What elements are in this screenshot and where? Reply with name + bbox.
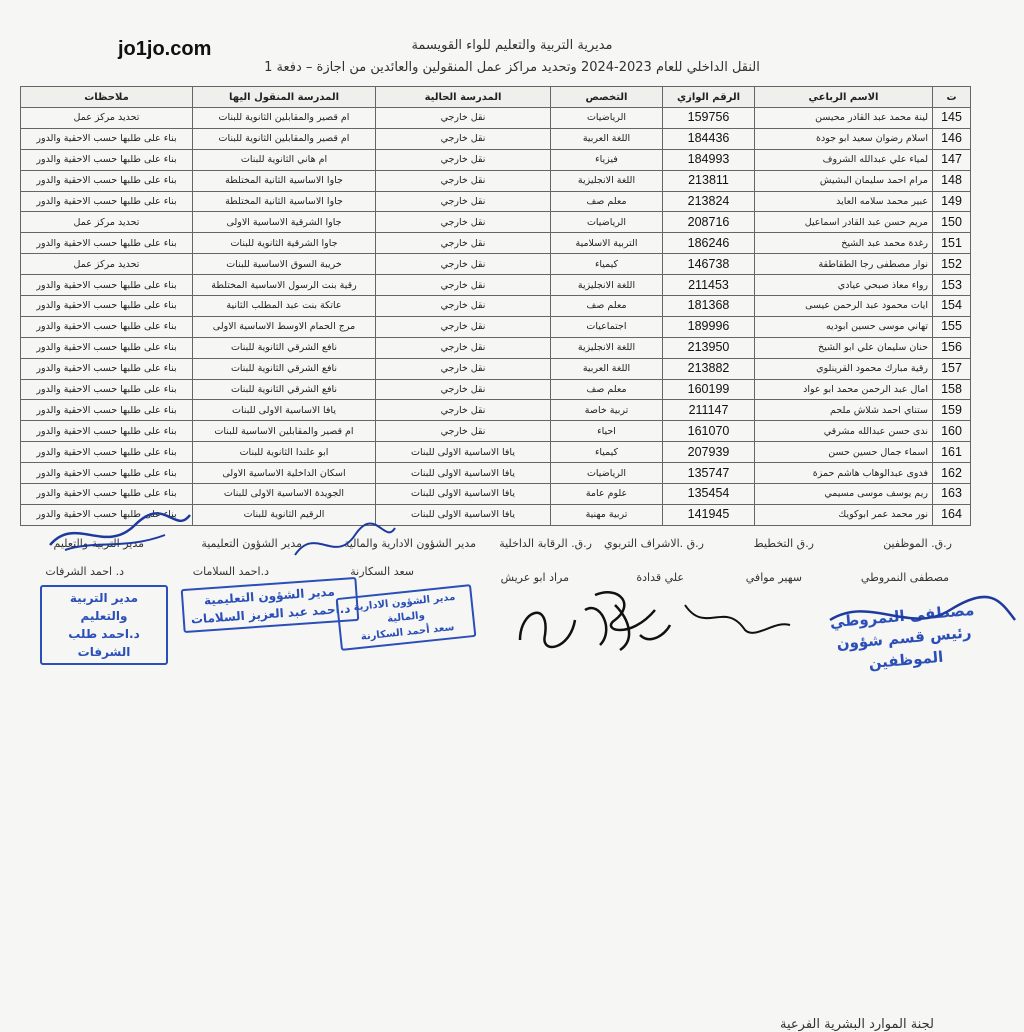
cell-serial: 154 (933, 296, 971, 317)
cell-serial: 151 (933, 233, 971, 254)
cell-serial: 148 (933, 170, 971, 191)
cell-serial: 156 (933, 337, 971, 358)
cell-notes: بناء على طلبها حسب الاحقية والدور (21, 358, 193, 379)
cell-serial: 153 (933, 275, 971, 296)
cell-notes: بناء على طلبها حسب الاحقية والدور (21, 316, 193, 337)
name-supervision: علي قدادة (636, 571, 684, 584)
table-row (21, 316, 971, 337)
cell-national-id: 211453 (663, 275, 755, 296)
cell-national-id: 184993 (663, 149, 755, 170)
cell-national-id: 213882 (663, 358, 755, 379)
cell-target-school: رقية بنت الرسول الاساسية المختلطة (193, 275, 376, 296)
title-planning: ر.ق التخطيط (753, 537, 814, 550)
cell-serial: 146 (933, 128, 971, 149)
cell-current-school: نقل خارجي (376, 275, 551, 296)
cell-target-school: خريبة السوق الاساسية للبنات (193, 254, 376, 275)
cell-national-id: 181368 (663, 296, 755, 317)
cell-notes: بناء على طلبها حسب الاحقية والدور (21, 400, 193, 421)
col-header-serial: ت (933, 87, 971, 108)
cell-target-school: ام قصير والمقابلين الثانوية للبنات (193, 128, 376, 149)
cell-current-school: نقل خارجي (376, 316, 551, 337)
cell-serial: 149 (933, 191, 971, 212)
col-header-notes: ملاحظات (21, 87, 193, 108)
cell-notes: بناء على طلبها حسب الاحقية والدور (21, 149, 193, 170)
cell-serial: 157 (933, 358, 971, 379)
cell-serial: 152 (933, 254, 971, 275)
committee-title: لجنة الموارد البشرية الفرعية (780, 1017, 934, 1032)
cell-notes: بناء على طلبها حسب الاحقية والدور (21, 128, 193, 149)
title-staff: ر.ق. الموظفين (883, 537, 952, 550)
cell-current-school: يافا الاساسية الاولى للبنات (376, 484, 551, 505)
title-supervision: ر.ق .الاشراف التربوي (603, 537, 704, 550)
cell-national-id: 213950 (663, 337, 755, 358)
cell-specialization: اللغة الانجليزية (551, 337, 663, 358)
cell-serial: 158 (933, 379, 971, 400)
cell-target-school: ام هاني الثانوية للبنات (193, 149, 376, 170)
cell-specialization: معلم صف (551, 191, 663, 212)
site-watermark: jo1jo.com (118, 38, 212, 60)
cell-national-id: 184436 (663, 128, 755, 149)
cell-serial: 155 (933, 316, 971, 337)
director-stamp: مدير التربية والتعليم د.احمد طلب الشرفات (40, 585, 168, 665)
cell-notes: بناء على طلبها حسب الاحقية والدور (21, 170, 193, 191)
cell-national-id: 160199 (663, 379, 755, 400)
title-admin-director: مدير الشؤون الادارية والمالية (343, 537, 476, 550)
cell-specialization: كيمياء (551, 442, 663, 463)
table-row (21, 379, 971, 400)
name-director: د. احمد الشرفات (45, 565, 124, 578)
cell-serial: 163 (933, 484, 971, 505)
cell-specialization: اللغة الانجليزية (551, 275, 663, 296)
cell-notes: تحديد مركز عمل (21, 254, 193, 275)
cell-target-school: جاوا الاساسية الثانية المختلطة (193, 170, 376, 191)
cell-name: امال عبد الرحمن محمد ابو عواد (755, 379, 933, 400)
cell-specialization: اللغة العربية (551, 128, 663, 149)
cell-specialization: التربية الاسلامية (551, 233, 663, 254)
cell-current-school: نقل خارجي (376, 233, 551, 254)
title-edu-director: مدير الشؤون التعليمية (201, 537, 302, 550)
cell-specialization: كيمياء (551, 254, 663, 275)
cell-current-school: نقل خارجي (376, 128, 551, 149)
table-row (21, 484, 971, 505)
table-row (21, 421, 971, 442)
cell-current-school: نقل خارجي (376, 358, 551, 379)
cell-name: ايات محمود عبد الرحمن عيسى (755, 296, 933, 317)
cell-current-school: نقل خارجي (376, 212, 551, 233)
table-row (21, 442, 971, 463)
table-row (21, 191, 971, 212)
cell-notes: بناء على طلبها حسب الاحقية والدور (21, 379, 193, 400)
cell-target-school: جاوا الاساسية الثانية المختلطة (193, 191, 376, 212)
cell-serial: 159 (933, 400, 971, 421)
staff-signature-scribble (820, 590, 1020, 650)
name-admin-director: سعد السكارنة (350, 565, 414, 578)
cell-current-school: نقل خارجي (376, 379, 551, 400)
cell-name: ستناي احمد شلاش ملحم (755, 400, 933, 421)
transfer-table (20, 86, 971, 526)
cell-target-school: اسكان الداخلية الاساسية الاولى (193, 463, 376, 484)
table-row (21, 212, 971, 233)
cell-specialization: تربية خاصة (551, 400, 663, 421)
title-director: مدير التربية والتعليم (53, 537, 144, 550)
cell-current-school: يافا الاساسية الاولى للبنات (376, 504, 551, 525)
cell-notes: تحديد مركز عمل (21, 212, 193, 233)
table-row (21, 275, 971, 296)
cell-name: فدوى عبدالوهاب هاشم حمزة (755, 463, 933, 484)
cell-specialization: الرياضيات (551, 463, 663, 484)
planning-signature-scribble (680, 585, 800, 645)
cell-specialization: الرياضيات (551, 212, 663, 233)
document-subtitle: النقل الداخلي للعام 2023-2024 وتحديد مراكز عمل المنقولين والعائدين من اجازة – دفعة 1 (264, 60, 760, 75)
cell-serial: 164 (933, 504, 971, 525)
name-control: مراد ابو عريش (500, 571, 569, 584)
cell-target-school: مرج الحمام الاوسط الاساسية الاولى (193, 316, 376, 337)
cell-specialization: الرياضيات (551, 108, 663, 129)
cell-current-school: نقل خارجي (376, 191, 551, 212)
cell-current-school: نقل خارجي (376, 296, 551, 317)
cell-target-school: نافع الشرقي الثانوية للبنات (193, 358, 376, 379)
cell-notes: بناء على طلبها حسب الاحقية والدور (21, 442, 193, 463)
cell-current-school: نقل خارجي (376, 170, 551, 191)
cell-specialization: اللغة العربية (551, 358, 663, 379)
cell-national-id: 213824 (663, 191, 755, 212)
cell-target-school: جاوا الشرقية الثانوية للبنات (193, 233, 376, 254)
cell-national-id: 161070 (663, 421, 755, 442)
director-signature-scribble (45, 505, 195, 565)
cell-name: رقية مبارك محمود القرينلوي (755, 358, 933, 379)
cell-notes: بناء على طلبها حسب الاحقية والدور (21, 484, 193, 505)
cell-national-id: 211147 (663, 400, 755, 421)
cell-notes: بناء على طلبها حسب الاحقية والدور (21, 504, 193, 525)
directorate-title: مديرية التربية والتعليم للواء القويسمة (411, 38, 613, 53)
table-row (21, 149, 971, 170)
cell-notes: بناء على طلبها حسب الاحقية والدور (21, 337, 193, 358)
cell-serial: 161 (933, 442, 971, 463)
cell-serial: 150 (933, 212, 971, 233)
cell-national-id: 186246 (663, 233, 755, 254)
name-staff: مصطفى النمروطي (860, 571, 949, 584)
cell-name: تهاني موسى حسين ابوديه (755, 316, 933, 337)
col-header-specialization: التخصص (551, 87, 663, 108)
cell-national-id: 141945 (663, 504, 755, 525)
cell-specialization: معلم صف (551, 296, 663, 317)
cell-name: مرام احمد سليمان البشيش (755, 170, 933, 191)
cell-notes: بناء على طلبها حسب الاحقية والدور (21, 191, 193, 212)
cell-name: مريم حسن عبد القادر اسماعيل (755, 212, 933, 233)
cell-current-school: يافا الاساسية الاولى للبنات (376, 442, 551, 463)
cell-national-id: 146738 (663, 254, 755, 275)
table-row (21, 463, 971, 484)
col-header-name: الاسم الرباعي (755, 87, 933, 108)
cell-target-school: نافع الشرقي الثانوية للبنات (193, 337, 376, 358)
table-row (21, 296, 971, 317)
cell-specialization: احياء (551, 421, 663, 442)
supervision-signature-scribble (580, 575, 680, 655)
name-planning: سهير موافي (745, 571, 802, 584)
staff-head-stamp: مصطفى النمروطي رئيس قسم شؤون الموظفين (829, 600, 975, 673)
cell-current-school: نقل خارجي (376, 400, 551, 421)
cell-national-id: 135747 (663, 463, 755, 484)
cell-target-school: ابو علندا الثانوية للبنات (193, 442, 376, 463)
cell-notes: بناء على طلبها حسب الاحقية والدور (21, 233, 193, 254)
cell-specialization: اجتماعيات (551, 316, 663, 337)
cell-serial: 147 (933, 149, 971, 170)
cell-name: ندى حسن عبدالله مشرقي (755, 421, 933, 442)
cell-specialization: اللغة الانجليزية (551, 170, 663, 191)
cell-target-school: ام قصير والمقابلين الثانوية للبنات (193, 108, 376, 129)
cell-current-school: نقل خارجي (376, 254, 551, 275)
title-control: ر.ق. الرقابة الداخلية (499, 537, 592, 550)
cell-specialization: فيزياء (551, 149, 663, 170)
edu-director-signature-scribble (290, 520, 400, 570)
col-header-current-school: المدرسة الحالية (376, 87, 551, 108)
cell-serial: 145 (933, 108, 971, 129)
cell-name: اسلام رضوان سعيد ابو جودة (755, 128, 933, 149)
cell-current-school: نقل خارجي (376, 421, 551, 442)
table-row (21, 254, 971, 275)
col-header-national-id: الرقم الوازي (663, 87, 755, 108)
cell-specialization: علوم عامة (551, 484, 663, 505)
cell-specialization: تربية مهنية (551, 504, 663, 525)
admin-director-stamp: مدير الشؤون الادارية والمالية سعد أحمد السكارنة (336, 584, 477, 651)
cell-national-id: 213811 (663, 170, 755, 191)
cell-current-school: نقل خارجي (376, 337, 551, 358)
cell-target-school: جاوا الشرقية الاساسية الاولى (193, 212, 376, 233)
cell-serial: 160 (933, 421, 971, 442)
name-edu-director: د.احمد السلامات (192, 565, 269, 578)
table-row (21, 233, 971, 254)
cell-name: نور محمد عمر ابوكويك (755, 504, 933, 525)
cell-notes: بناء على طلبها حسب الاحقية والدور (21, 296, 193, 317)
cell-national-id: 207939 (663, 442, 755, 463)
cell-national-id: 159756 (663, 108, 755, 129)
cell-name: حنان سليمان علي ابو الشيخ (755, 337, 933, 358)
cell-national-id: 208716 (663, 212, 755, 233)
cell-name: ريم يوسف موسى مسيمي (755, 484, 933, 505)
cell-specialization: معلم صف (551, 379, 663, 400)
cell-name: لمياء علي عبدالله الشروف (755, 149, 933, 170)
table-row (21, 358, 971, 379)
cell-serial: 162 (933, 463, 971, 484)
col-header-target-school: المدرسة المنقول اليها (193, 87, 376, 108)
cell-target-school: الجويدة الاساسية الاولى للبنات (193, 484, 376, 505)
cell-target-school: الرقيم الثانوية للبنات (193, 504, 376, 525)
cell-target-school: ام قصير والمقابلين الاساسية للبنات (193, 421, 376, 442)
cell-target-school: عاتكة بنت عبد المطلب الثانية (193, 296, 376, 317)
cell-name: لينة محمد عبد القادر محيسن (755, 108, 933, 129)
cell-current-school: يافا الاساسية الاولى للبنات (376, 463, 551, 484)
table-row (21, 400, 971, 421)
edu-director-stamp: مدير الشؤون التعليمية د.أحمد عبد العزيز السلامات (181, 577, 360, 633)
cell-notes: تحديد مركز عمل (21, 108, 193, 129)
cell-target-school: يافا الاساسية الاولى للبنات (193, 400, 376, 421)
table-row (21, 108, 971, 129)
cell-name: رواء معاذ صبحي عيادي (755, 275, 933, 296)
cell-name: عبير محمد سلامه العايد (755, 191, 933, 212)
cell-name: نوار مصطفى رجا الطقاطقة (755, 254, 933, 275)
cell-current-school: نقل خارجي (376, 108, 551, 129)
cell-notes: بناء على طلبها حسب الاحقية والدور (21, 421, 193, 442)
table-row (21, 337, 971, 358)
cell-notes: بناء على طلبها حسب الاحقية والدور (21, 275, 193, 296)
cell-current-school: نقل خارجي (376, 149, 551, 170)
cell-notes: بناء على طلبها حسب الاحقية والدور (21, 463, 193, 484)
signatures-section (0, 505, 1024, 1032)
cell-name: رغدة محمد عبد الشيخ (755, 233, 933, 254)
cell-national-id: 189996 (663, 316, 755, 337)
cell-national-id: 135454 (663, 484, 755, 505)
cell-name: اسماء جمال حسين حسن (755, 442, 933, 463)
table-row (21, 128, 971, 149)
table-header-row (21, 87, 971, 108)
table-row (21, 170, 971, 191)
cell-target-school: نافع الشرقي الثانوية للبنات (193, 379, 376, 400)
